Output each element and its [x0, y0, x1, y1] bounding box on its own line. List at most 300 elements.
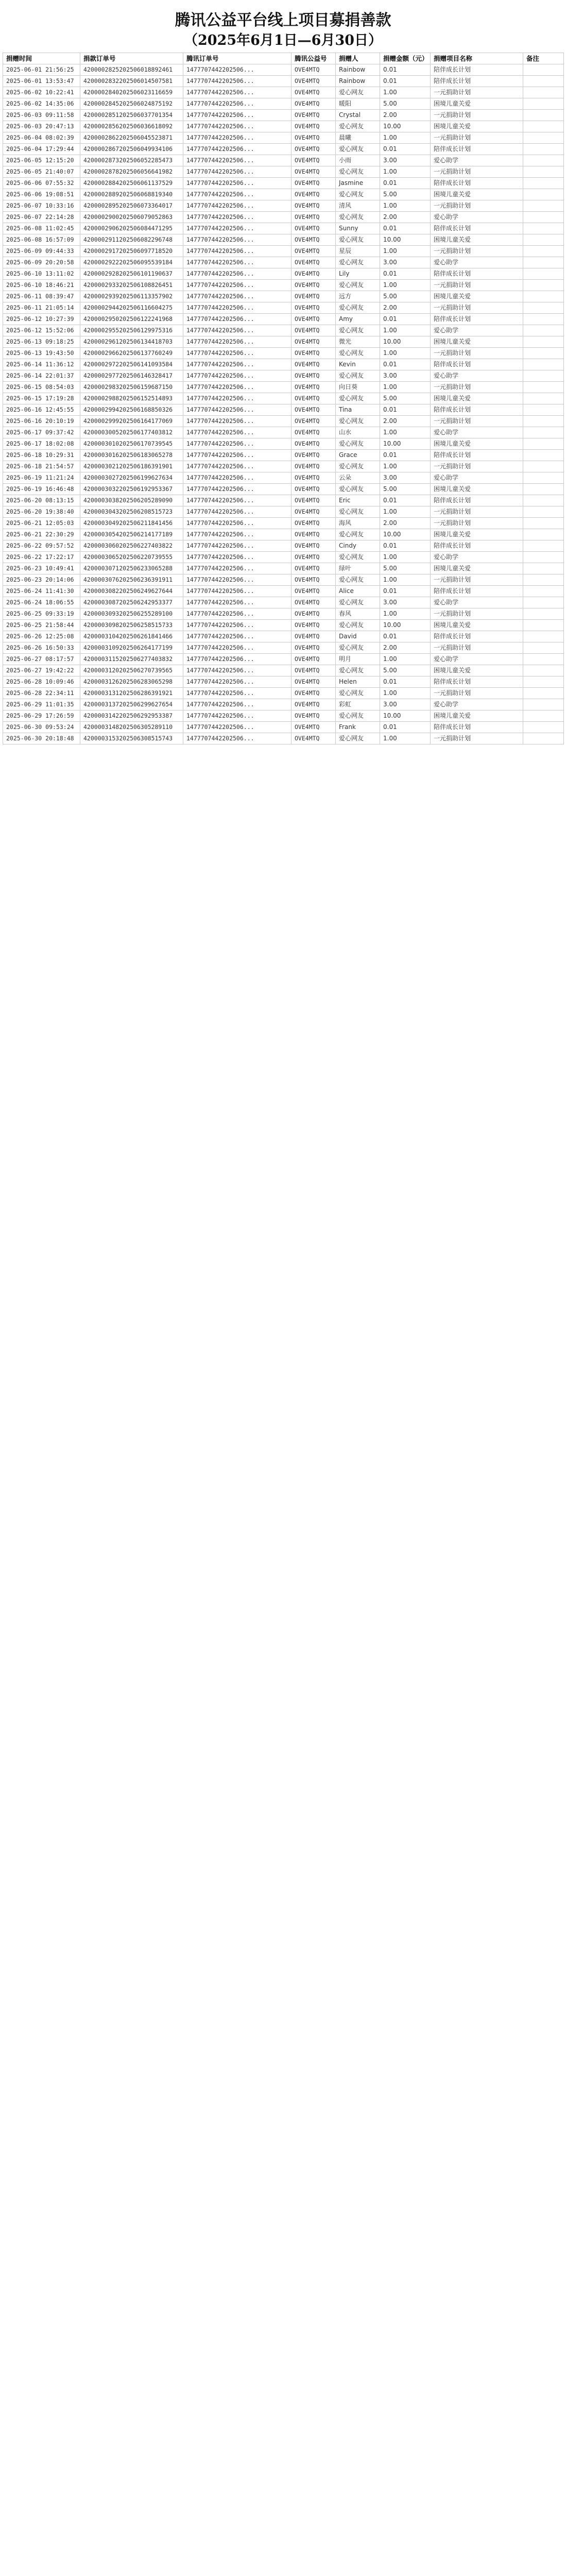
- cell-order: 4200003115202506277403832: [80, 654, 183, 665]
- cell-amount: 1.00: [380, 427, 431, 438]
- cell-gyid: OVE4MTQ: [291, 733, 336, 744]
- cell-note: [523, 121, 564, 132]
- cell-time: 2025-06-21 12:05:03: [3, 518, 80, 529]
- cell-amount: 0.01: [380, 64, 431, 76]
- cell-gyid: OVE4MTQ: [291, 314, 336, 325]
- table-row: [3, 495, 564, 506]
- cell-time: 2025-06-03 20:47:13: [3, 121, 80, 132]
- cell-amount: 3.00: [380, 699, 431, 710]
- cell-amount: 3.00: [380, 257, 431, 268]
- table-row: [3, 155, 564, 166]
- cell-time: 2025-06-06 19:08:51: [3, 189, 80, 200]
- cell-amount: 1.00: [380, 382, 431, 393]
- cell-txorder: 1477707442202506...: [183, 234, 291, 246]
- cell-time: 2025-06-22 17:22:17: [3, 552, 80, 563]
- cell-order: 4200003010202506170739545: [80, 438, 183, 450]
- cell-txorder: 1477707442202506...: [183, 246, 291, 257]
- cell-project: 爱心助学: [431, 155, 523, 166]
- cell-gyid: OVE4MTQ: [291, 166, 336, 178]
- cell-txorder: 1477707442202506...: [183, 212, 291, 223]
- cell-gyid: OVE4MTQ: [291, 416, 336, 427]
- cell-txorder: 1477707442202506...: [183, 665, 291, 676]
- cell-note: [523, 733, 564, 744]
- cell-txorder: 1477707442202506...: [183, 370, 291, 382]
- cell-gyid: OVE4MTQ: [291, 472, 336, 484]
- cell-amount: 0.01: [380, 450, 431, 461]
- table-row: [3, 336, 564, 348]
- cell-order: 4200002884202506061137529: [80, 178, 183, 189]
- cell-order: 4200002906202506084471295: [80, 223, 183, 234]
- cell-txorder: 1477707442202506...: [183, 291, 291, 302]
- cell-gyid: OVE4MTQ: [291, 64, 336, 76]
- cell-gyid: OVE4MTQ: [291, 98, 336, 110]
- table-row: [3, 608, 564, 620]
- cell-note: [523, 348, 564, 359]
- cell-order: 4200002917202506097718520: [80, 246, 183, 257]
- cell-note: [523, 608, 564, 620]
- table-row: [3, 64, 564, 76]
- cell-txorder: 1477707442202506...: [183, 427, 291, 438]
- cell-order: 4200002928202506101190637: [80, 268, 183, 280]
- cell-project: 陪伴成长计划: [431, 76, 523, 87]
- cell-name: 爱心网友: [336, 302, 380, 314]
- cell-amount: 3.00: [380, 155, 431, 166]
- cell-txorder: 1477707442202506...: [183, 166, 291, 178]
- cell-gyid: OVE4MTQ: [291, 178, 336, 189]
- cell-amount: 2.00: [380, 642, 431, 654]
- cell-note: [523, 427, 564, 438]
- cell-note: [523, 246, 564, 257]
- cell-time: 2025-06-07 22:14:28: [3, 212, 80, 223]
- cell-order: 4200003038202506205289090: [80, 495, 183, 506]
- cell-amount: 10.00: [380, 529, 431, 540]
- cell-time: 2025-06-20 08:13:15: [3, 495, 80, 506]
- cell-order: 4200002955202506129975316: [80, 325, 183, 336]
- cell-time: 2025-06-26 12:25:08: [3, 631, 80, 642]
- cell-note: [523, 722, 564, 733]
- table-row: [3, 212, 564, 223]
- cell-order: 4200003109202506264177199: [80, 642, 183, 654]
- cell-order: 4200002939202506113357902: [80, 291, 183, 302]
- cell-project: 陪伴成长计划: [431, 540, 523, 552]
- cell-txorder: 1477707442202506...: [183, 688, 291, 699]
- cell-txorder: 1477707442202506...: [183, 699, 291, 710]
- cell-time: 2025-06-28 22:34:11: [3, 688, 80, 699]
- cell-project: 爱心助学: [431, 212, 523, 223]
- cell-order: 4200003027202506199627634: [80, 472, 183, 484]
- cell-note: [523, 110, 564, 121]
- cell-name: 爱心网友: [336, 212, 380, 223]
- table-row: [3, 472, 564, 484]
- cell-order: 4200003032202506192953367: [80, 484, 183, 495]
- cell-txorder: 1477707442202506...: [183, 506, 291, 518]
- cell-time: 2025-06-05 21:40:07: [3, 166, 80, 178]
- cell-txorder: 1477707442202506...: [183, 676, 291, 688]
- cell-time: 2025-06-14 11:36:12: [3, 359, 80, 370]
- cell-txorder: 1477707442202506...: [183, 438, 291, 450]
- cell-time: 2025-06-14 22:01:37: [3, 370, 80, 382]
- cell-time: 2025-06-01 21:56:25: [3, 64, 80, 76]
- table-row: [3, 438, 564, 450]
- cell-note: [523, 234, 564, 246]
- cell-order: 4200002933202506108826451: [80, 280, 183, 291]
- cell-amount: 1.00: [380, 608, 431, 620]
- cell-note: [523, 472, 564, 484]
- cell-name: 绿叶: [336, 563, 380, 574]
- cell-time: 2025-06-13 19:43:50: [3, 348, 80, 359]
- cell-note: [523, 642, 564, 654]
- cell-project: 困境儿童关爱: [431, 563, 523, 574]
- cell-note: [523, 495, 564, 506]
- table-row: [3, 189, 564, 200]
- cell-gyid: OVE4MTQ: [291, 76, 336, 87]
- cell-txorder: 1477707442202506...: [183, 450, 291, 461]
- cell-note: [523, 574, 564, 586]
- cell-project: 爱心助学: [431, 654, 523, 665]
- cell-txorder: 1477707442202506...: [183, 484, 291, 495]
- cell-note: [523, 76, 564, 87]
- cell-time: 2025-06-28 10:09:46: [3, 676, 80, 688]
- cell-project: 陪伴成长计划: [431, 268, 523, 280]
- cell-note: [523, 484, 564, 495]
- cell-gyid: OVE4MTQ: [291, 121, 336, 132]
- cell-name: Amy: [336, 314, 380, 325]
- table-row: [3, 688, 564, 699]
- cell-amount: 5.00: [380, 563, 431, 574]
- cell-gyid: OVE4MTQ: [291, 348, 336, 359]
- table-row: [3, 246, 564, 257]
- cell-txorder: 1477707442202506...: [183, 597, 291, 608]
- table-row: [3, 98, 564, 110]
- cell-order: 4200002944202506116604275: [80, 302, 183, 314]
- cell-order: 4200003153202506308515743: [80, 733, 183, 744]
- cell-project: 爱心助学: [431, 552, 523, 563]
- cell-project: 困境儿童关爱: [431, 234, 523, 246]
- cell-txorder: 1477707442202506...: [183, 155, 291, 166]
- cell-project: 困境儿童关爱: [431, 710, 523, 722]
- cell-name: 爱心网友: [336, 280, 380, 291]
- cell-gyid: OVE4MTQ: [291, 461, 336, 472]
- cell-gyid: OVE4MTQ: [291, 484, 336, 495]
- cell-project: 困境儿童关爱: [431, 336, 523, 348]
- table-row: [3, 325, 564, 336]
- cell-order: 4200002889202506068819340: [80, 189, 183, 200]
- cell-time: 2025-06-12 10:27:39: [3, 314, 80, 325]
- cell-order: 4200002988202506152514893: [80, 393, 183, 404]
- cell-gyid: OVE4MTQ: [291, 631, 336, 642]
- cell-gyid: OVE4MTQ: [291, 325, 336, 336]
- cell-gyid: OVE4MTQ: [291, 234, 336, 246]
- cell-txorder: 1477707442202506...: [183, 393, 291, 404]
- cell-amount: 3.00: [380, 472, 431, 484]
- cell-amount: 1.00: [380, 688, 431, 699]
- cell-project: 一元捐助计划: [431, 87, 523, 98]
- cell-time: 2025-06-04 08:02:39: [3, 132, 80, 144]
- cell-project: 困境儿童关爱: [431, 393, 523, 404]
- cell-txorder: 1477707442202506...: [183, 64, 291, 76]
- table-row: [3, 506, 564, 518]
- cell-txorder: 1477707442202506...: [183, 314, 291, 325]
- cell-gyid: OVE4MTQ: [291, 563, 336, 574]
- cell-name: 明月: [336, 654, 380, 665]
- cell-project: 爱心助学: [431, 257, 523, 268]
- cell-amount: 0.01: [380, 76, 431, 87]
- cell-order: 4200002999202506164177069: [80, 416, 183, 427]
- cell-time: 2025-06-13 09:18:25: [3, 336, 80, 348]
- donation-table: [3, 53, 564, 744]
- cell-gyid: OVE4MTQ: [291, 302, 336, 314]
- cell-project: 困境儿童关爱: [431, 189, 523, 200]
- cell-txorder: 1477707442202506...: [183, 348, 291, 359]
- cell-note: [523, 382, 564, 393]
- cell-project: 爱心助学: [431, 699, 523, 710]
- cell-order: 4200002911202506082296748: [80, 234, 183, 246]
- cell-order: 4200003098202506258515733: [80, 620, 183, 631]
- cell-project: 一元捐助计划: [431, 574, 523, 586]
- cell-txorder: 1477707442202506...: [183, 110, 291, 121]
- cell-time: 2025-06-15 17:19:28: [3, 393, 80, 404]
- cell-project: 陪伴成长计划: [431, 359, 523, 370]
- cell-gyid: OVE4MTQ: [291, 370, 336, 382]
- cell-note: [523, 280, 564, 291]
- col-header-note: 备注: [523, 53, 564, 64]
- cell-gyid: OVE4MTQ: [291, 518, 336, 529]
- cell-note: [523, 291, 564, 302]
- cell-project: 困境儿童关爱: [431, 484, 523, 495]
- cell-project: 陪伴成长计划: [431, 722, 523, 733]
- cell-time: 2025-06-18 21:54:57: [3, 461, 80, 472]
- cell-order: 4200003043202506208515723: [80, 506, 183, 518]
- cell-name: David: [336, 631, 380, 642]
- col-header-time: 捐赠时间: [3, 53, 80, 64]
- cell-amount: 1.00: [380, 166, 431, 178]
- table-row: [3, 631, 564, 642]
- cell-gyid: OVE4MTQ: [291, 676, 336, 688]
- cell-gyid: OVE4MTQ: [291, 427, 336, 438]
- cell-time: 2025-06-17 09:37:42: [3, 427, 80, 438]
- cell-order: 4200003131202506286391921: [80, 688, 183, 699]
- cell-name: 爱心网友: [336, 484, 380, 495]
- cell-time: 2025-06-10 13:11:02: [3, 268, 80, 280]
- cell-note: [523, 325, 564, 336]
- table-row: [3, 166, 564, 178]
- cell-name: 爱心网友: [336, 665, 380, 676]
- cell-amount: 1.00: [380, 733, 431, 744]
- cell-amount: 0.01: [380, 359, 431, 370]
- cell-amount: 0.01: [380, 314, 431, 325]
- cell-order: 4200002845202506024875192: [80, 98, 183, 110]
- cell-gyid: OVE4MTQ: [291, 132, 336, 144]
- table-row: [3, 574, 564, 586]
- cell-amount: 2.00: [380, 302, 431, 314]
- cell-amount: 1.00: [380, 348, 431, 359]
- cell-name: 彩虹: [336, 699, 380, 710]
- cell-amount: 2.00: [380, 416, 431, 427]
- cell-gyid: OVE4MTQ: [291, 597, 336, 608]
- cell-amount: 1.00: [380, 506, 431, 518]
- cell-order: 4200003120202506270739565: [80, 665, 183, 676]
- cell-order: 4200003104202506261841466: [80, 631, 183, 642]
- cell-amount: 2.00: [380, 212, 431, 223]
- cell-time: 2025-06-16 12:45:55: [3, 404, 80, 416]
- cell-amount: 0.01: [380, 178, 431, 189]
- table-row: [3, 302, 564, 314]
- cell-name: 海风: [336, 518, 380, 529]
- cell-txorder: 1477707442202506...: [183, 608, 291, 620]
- table-row: [3, 597, 564, 608]
- cell-project: 爱心助学: [431, 325, 523, 336]
- table-row: [3, 642, 564, 654]
- cell-project: 陪伴成长计划: [431, 314, 523, 325]
- table-row: [3, 268, 564, 280]
- cell-project: 陪伴成长计划: [431, 586, 523, 597]
- cell-name: 爱心网友: [336, 461, 380, 472]
- cell-time: 2025-06-27 19:42:22: [3, 665, 80, 676]
- table-row: [3, 665, 564, 676]
- cell-time: 2025-06-29 17:26:59: [3, 710, 80, 722]
- cell-project: 困境儿童关爱: [431, 529, 523, 540]
- cell-name: Rainbow: [336, 76, 380, 87]
- cell-note: [523, 688, 564, 699]
- cell-project: 一元捐助计划: [431, 506, 523, 518]
- cell-order: 4200003016202506183065278: [80, 450, 183, 461]
- cell-gyid: OVE4MTQ: [291, 688, 336, 699]
- cell-gyid: OVE4MTQ: [291, 155, 336, 166]
- cell-order: 4200003071202506233065288: [80, 563, 183, 574]
- cell-project: 一元捐助计划: [431, 688, 523, 699]
- cell-name: 爱心网友: [336, 620, 380, 631]
- cell-project: 一元捐助计划: [431, 416, 523, 427]
- cell-txorder: 1477707442202506...: [183, 574, 291, 586]
- cell-amount: 0.01: [380, 404, 431, 416]
- cell-gyid: OVE4MTQ: [291, 574, 336, 586]
- cell-project: 一元捐助计划: [431, 132, 523, 144]
- table-row: [3, 178, 564, 189]
- cell-name: 爱心网友: [336, 733, 380, 744]
- cell-amount: 1.00: [380, 325, 431, 336]
- cell-note: [523, 200, 564, 212]
- table-row: [3, 393, 564, 404]
- cell-name: Tina: [336, 404, 380, 416]
- cell-amount: 1.00: [380, 246, 431, 257]
- table-row: [3, 280, 564, 291]
- cell-project: 一元捐助计划: [431, 280, 523, 291]
- cell-name: 爱心网友: [336, 234, 380, 246]
- cell-txorder: 1477707442202506...: [183, 76, 291, 87]
- cell-time: 2025-06-08 11:02:45: [3, 223, 80, 234]
- cell-project: 一元捐助计划: [431, 246, 523, 257]
- cell-gyid: OVE4MTQ: [291, 438, 336, 450]
- cell-time: 2025-06-24 18:06:55: [3, 597, 80, 608]
- table-row: [3, 654, 564, 665]
- cell-gyid: OVE4MTQ: [291, 87, 336, 98]
- col-header-gyid: 腾讯公益号: [291, 53, 336, 64]
- table-row: [3, 404, 564, 416]
- cell-time: 2025-06-19 11:21:24: [3, 472, 80, 484]
- cell-time: 2025-06-12 15:52:06: [3, 325, 80, 336]
- cell-txorder: 1477707442202506...: [183, 98, 291, 110]
- cell-amount: 1.00: [380, 552, 431, 563]
- table-row: [3, 563, 564, 574]
- cell-txorder: 1477707442202506...: [183, 178, 291, 189]
- cell-project: 陪伴成长计划: [431, 178, 523, 189]
- cell-txorder: 1477707442202506...: [183, 280, 291, 291]
- table-row: [3, 291, 564, 302]
- cell-time: 2025-06-24 11:41:30: [3, 586, 80, 597]
- cell-txorder: 1477707442202506...: [183, 382, 291, 393]
- cell-project: 陪伴成长计划: [431, 144, 523, 155]
- cell-note: [523, 212, 564, 223]
- cell-time: 2025-06-23 10:49:41: [3, 563, 80, 574]
- cell-order: 4200002966202506137760249: [80, 348, 183, 359]
- cell-name: Rainbow: [336, 64, 380, 76]
- cell-amount: 0.01: [380, 223, 431, 234]
- cell-project: 陪伴成长计划: [431, 676, 523, 688]
- cell-txorder: 1477707442202506...: [183, 404, 291, 416]
- table-row: [3, 518, 564, 529]
- cell-order: 4200002873202506052285473: [80, 155, 183, 166]
- cell-name: Helen: [336, 676, 380, 688]
- cell-txorder: 1477707442202506...: [183, 642, 291, 654]
- cell-time: 2025-06-11 21:05:14: [3, 302, 80, 314]
- cell-time: 2025-06-27 08:17:57: [3, 654, 80, 665]
- cell-amount: 1.00: [380, 200, 431, 212]
- cell-note: [523, 597, 564, 608]
- cell-note: [523, 416, 564, 427]
- cell-amount: 5.00: [380, 291, 431, 302]
- cell-gyid: OVE4MTQ: [291, 722, 336, 733]
- table-row: [3, 76, 564, 87]
- cell-name: Frank: [336, 722, 380, 733]
- cell-order: 4200002977202506146328417: [80, 370, 183, 382]
- cell-order: 4200002983202506159687150: [80, 382, 183, 393]
- table-row: [3, 314, 564, 325]
- cell-note: [523, 518, 564, 529]
- table-header-row: [3, 53, 564, 64]
- cell-note: [523, 404, 564, 416]
- cell-amount: 1.00: [380, 654, 431, 665]
- cell-order: 4200003049202506211841456: [80, 518, 183, 529]
- cell-gyid: OVE4MTQ: [291, 189, 336, 200]
- cell-order: 4200003082202506249627644: [80, 586, 183, 597]
- cell-gyid: OVE4MTQ: [291, 268, 336, 280]
- cell-order: 4200002825202506018892461: [80, 64, 183, 76]
- cell-name: 爱心网友: [336, 257, 380, 268]
- table-row: [3, 223, 564, 234]
- cell-amount: 10.00: [380, 438, 431, 450]
- cell-note: [523, 710, 564, 722]
- cell-name: 爱心网友: [336, 87, 380, 98]
- cell-note: [523, 631, 564, 642]
- cell-time: 2025-06-03 09:11:58: [3, 110, 80, 121]
- cell-order: 4200002961202506134418703: [80, 336, 183, 348]
- cell-amount: 10.00: [380, 620, 431, 631]
- table-row: [3, 348, 564, 359]
- table-row: [3, 121, 564, 132]
- cell-gyid: OVE4MTQ: [291, 223, 336, 234]
- cell-gyid: OVE4MTQ: [291, 495, 336, 506]
- cell-note: [523, 699, 564, 710]
- cell-amount: 0.01: [380, 676, 431, 688]
- table-row: [3, 382, 564, 393]
- cell-time: 2025-06-19 16:46:48: [3, 484, 80, 495]
- table-row: [3, 699, 564, 710]
- cell-txorder: 1477707442202506...: [183, 552, 291, 563]
- table-row: [3, 144, 564, 155]
- cell-order: 4200002922202506095539184: [80, 257, 183, 268]
- cell-amount: 2.00: [380, 518, 431, 529]
- cell-order: 4200003137202506299627654: [80, 699, 183, 710]
